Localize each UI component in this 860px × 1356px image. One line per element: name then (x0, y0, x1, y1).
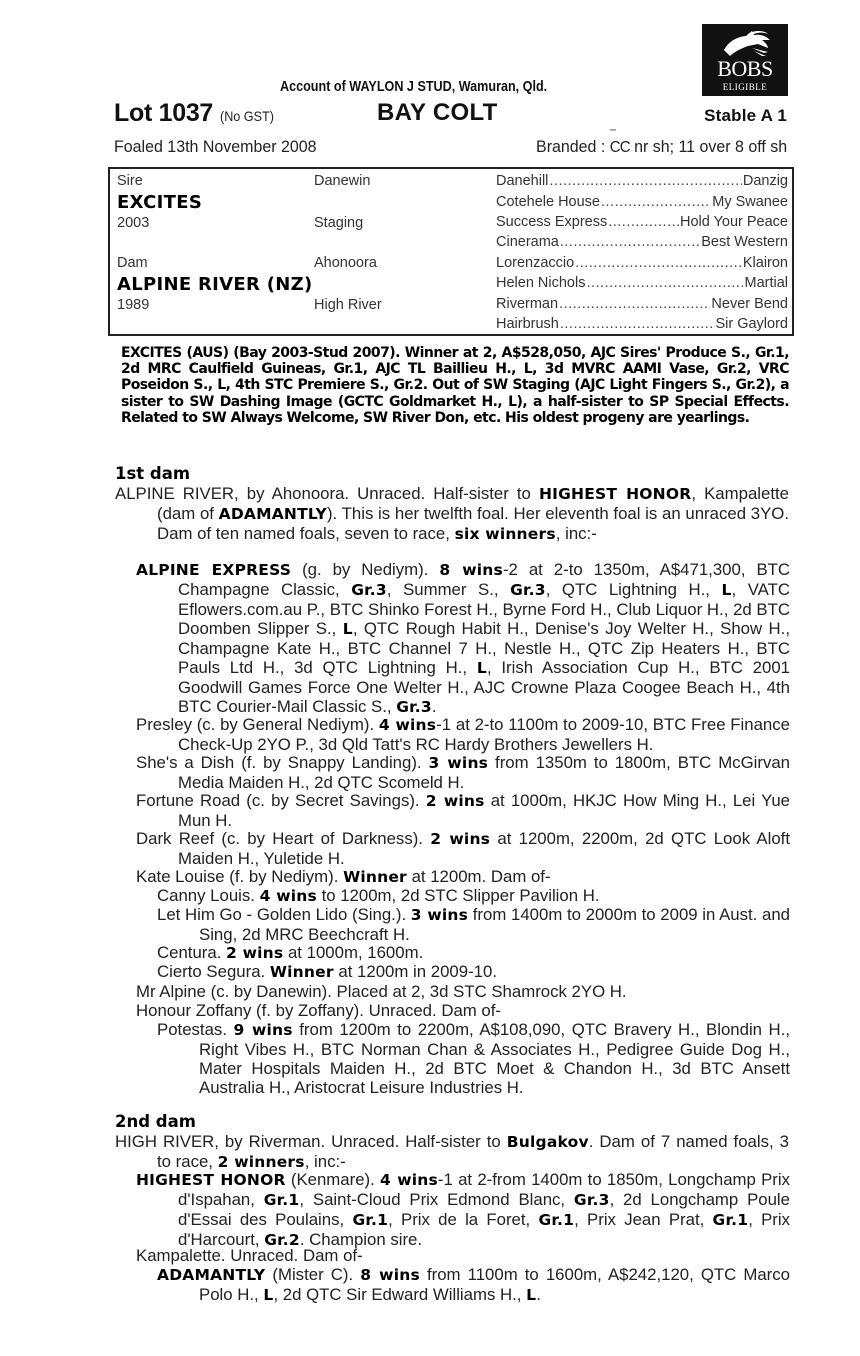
lot-number: Lot 1037 (114, 99, 214, 127)
third-gen-row: Cotehele House ..... My Swanee (496, 194, 788, 210)
horse-description: BAY COLT (377, 99, 498, 126)
bobs-eligible-logo (702, 24, 788, 96)
sire-label: Sire (117, 173, 143, 189)
progeny-entry: Dark Reef (c. by Heart of Darkness). 2 wins at 1200m, 2200m, 2d QTC Look Aloft Maiden H., Yuletide H. (136, 829, 790, 868)
dam-label: Dam (117, 255, 148, 271)
dam-intro: HIGH RIVER, by Riverman. Unraced. Half-sister to Bulgakov. Dam of 7 named foals, 3 to race, 2 winners, inc:- (115, 1132, 789, 1171)
dam-sire: Ahonoora (314, 255, 377, 271)
pedigree-table (108, 167, 794, 336)
progeny-entry: Kate Louise (f. by Nediym). Winner at 1200m. Dam of- (136, 867, 551, 886)
logo-text-eligible: ELIGIBLE (722, 82, 768, 92)
third-gen-row: Success Express ..... Hold Your Peace (496, 214, 788, 230)
grand-progeny-entry: Centura. 2 wins at 1000m, 1600m. (157, 943, 424, 962)
grand-progeny-entry: Let Him Go - Golden Lido (Sing.). 3 wins from 1400m to 2000m to 2009 in Aust. and Sing, 2d MRC Beechcraft H. (157, 905, 791, 944)
sire-summary: EXCITES (AUS) (Bay 2003-Stud 2007). Winner at 2, A$528,050, AJC Sires' Produce S., Gr.1, 2d MRC Caulfield Guineas, Gr.1, AJC TL Baillieu H., L, 3d MVRC AAMI Vase, Gr.2, VRC Poseidon S., L, 4th STC Premiere S., Gr.2. Out of SW Staging (AJC Light Fingers S., Gr.2), a sister to SW Dashing Image (GCTC Goldmarket H., L), a half-sister to SP Special Effects. Related to SW Always Welcome, SW River Don, etc. His oldest progeny are yearlings. (121, 345, 789, 426)
grand-progeny-entry: ADAMANTLY (Mister C). 8 wins from 1100m to 1600m, A$242,120, QTC Marco Polo H., L, 2d QTC Sir Edward Williams H., L. (157, 1265, 790, 1304)
second-dam-title: 2nd dam (115, 1112, 196, 1131)
progeny-entry: Mr Alpine (c. by Danewin). Placed at 2, 3d STC Shamrock 2YO H. (136, 982, 627, 1001)
foaled-date: Foaled 13th November 2008 (114, 137, 317, 156)
third-gen-row: Cinerama ..... Best Western (496, 234, 788, 250)
first-dam-title: 1st dam (115, 464, 191, 483)
third-gen-row: Riverman ..... Never Bend (496, 296, 788, 312)
progeny-entry: HIGHEST HONOR (Kenmare). 4 wins-1 at 2-from 1400m to 1850m, Longchamp Prix d'Ispahan, Gr.1, Saint-Cloud Prix Edmond Blanc, Gr.3, 2d Longchamp Poule d'Essai des Poulains, Gr.1, Prix de la Foret, Gr.1, Prix Jean Prat, Gr.1, Prix d'Harcourt, Gr.2. Champion sire. (136, 1170, 791, 1249)
third-gen-row: Hairbrush ..... Sir Gaylord (496, 316, 788, 332)
progeny-entry: Presley (c. by General Nediym). 4 wins-1 at 2-to 1100m to 2009-10, BTC Free Finance Check-Up 2YO P., 3d Qld Tatt's RC Hardy Brothers Jewellers H. (136, 715, 790, 754)
logo-text-bobs: BOBS (717, 56, 773, 81)
gst-note: (No GST) (220, 108, 275, 124)
dam-dam: High River (314, 297, 382, 313)
grand-progeny-entry: Cierto Segura. Winner at 1200m in 2009-10. (157, 962, 497, 981)
sire-dam: Staging (314, 215, 364, 231)
progeny-entry: Honour Zoffany (f. by Zoffany). Unraced. Dam of- (136, 1001, 502, 1020)
brand-description (535, 128, 787, 157)
racehorse-head-icon (718, 28, 772, 58)
progeny-entry: Fortune Road (c. by Secret Savings). 2 wins at 1000m, HKJC How Ming H., Lei Yue Mun H. (136, 791, 791, 830)
dam-intro: ALPINE RIVER, by Ahonoora. Unraced. Half-sister to HIGHEST HONOR, Kampalette (dam of ADAMANTLY). This is her twelfth foal. Her eleventh foal is an unraced 3YO. Dam of ten named foals, seven to race, six winners, inc:- (115, 484, 789, 543)
grand-progeny-entry: Canny Louis. 4 wins to 1200m, 2d STC Slipper Pavilion H. (157, 886, 600, 905)
brand-mark-icon: ˇˇˇ CC (609, 128, 630, 156)
sire-name: EXCITES (117, 192, 203, 213)
crown-icon: ˇˇˇ (609, 128, 616, 138)
progeny-entry: ALPINE EXPRESS (g. by Nediym). 8 wins-2 at 2-to 1350m, A$471,300, BTC Champagne Classic, Gr.3, Summer S., Gr.3, QTC Lightning H., L, VATC Eflowers.com.au P., BTC Shinko Forest H., Byrne Ford H., Club Liquor H., 2d BTC Doomben Slipper S., L, QTC Rough Habit H., Denise's Joy Welter H., Show H., Champagne Kate H., BTC Channel 7 H., Nestle H., QTC Zip Heaters H., BTC Pauls Ltd H., 3d QTC Lightning H., L, Irish Association Cup H., BTC 2001 Goodwill Games Force One Welter H., AJC Crowne Plaza Coogee Beach H., 4th BTC Courier-Mail Classic S., Gr.3. (136, 560, 791, 716)
third-gen-row: Danehill ..... Danzig (496, 173, 788, 189)
dam-name: ALPINE RIVER (NZ) (117, 274, 313, 295)
progeny-entry: She's a Dish (f. by Snappy Landing). 3 wins from 1350m to 1800m, BTC McGirvan Media Maiden H., 2d QTC Scomeld H. (136, 753, 790, 792)
brand-detail: nr sh; 11 over 8 off sh (629, 137, 787, 156)
dam-year: 1989 (117, 297, 150, 313)
stable-location: Stable A 1 (704, 106, 787, 125)
sire-sire: Danewin (314, 173, 371, 189)
grand-progeny-entry: Potestas. 9 wins from 1200m to 2200m, A$108,090, QTC Bravery H., Blondin H., Right Vibes H., BTC Norman Chan & Associates H., Pedigree Guide Dog H., Mater Hospitals Maiden H., 2d BTC Moet & Chandon H., 3d BTC Ansett Australia H., Aristocrat Leisure Industries H. (157, 1020, 790, 1097)
third-gen-row: Lorenzaccio ..... Klairon (496, 255, 788, 271)
third-gen-row: Helen Nichols ..... Martial (496, 275, 788, 291)
branded-label: Branded : (535, 137, 606, 156)
sire-year: 2003 (117, 215, 150, 231)
progeny-entry: Kampalette. Unraced. Dam of- (136, 1246, 363, 1265)
lot-heading (114, 99, 277, 128)
vendor-account: Account of WAYLON J STUD, Wamuran, Qld. (280, 78, 548, 95)
